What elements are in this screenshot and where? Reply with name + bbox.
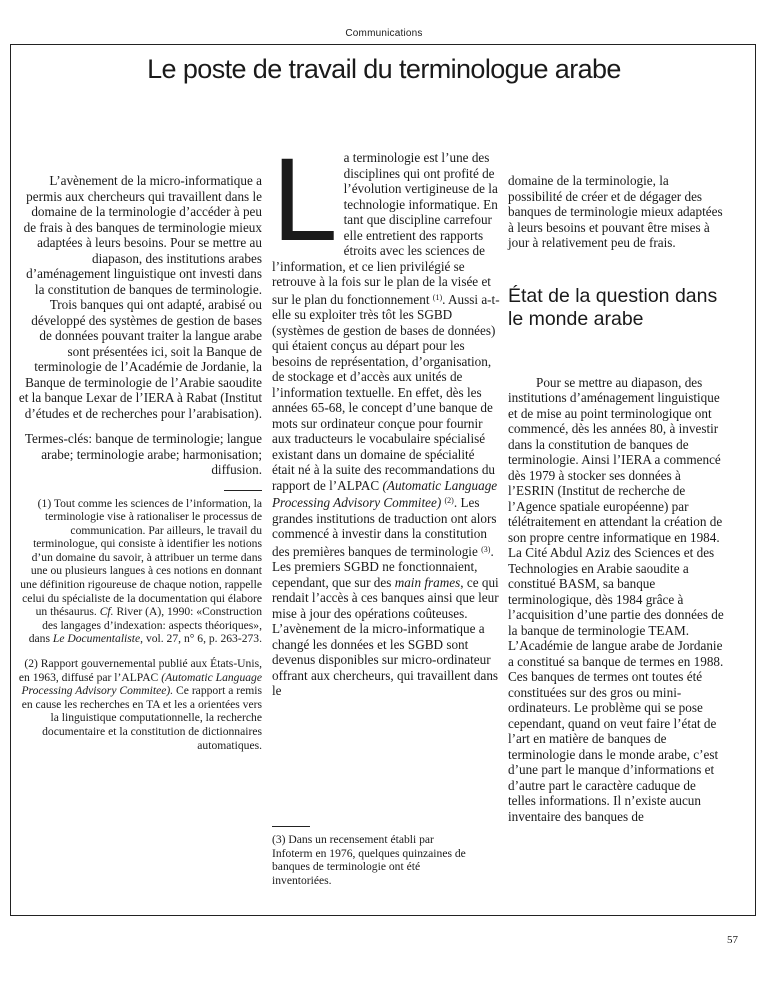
drop-cap: L [272,134,338,266]
intro-paragraph: a terminologie est l’une des disciplines qui ont profité de l’évolution vertigineuse de la technologie informatique. En tant que discipline carrefour elle entretient des rapports étroits avec les sciences de l’information, et ce lien privilégié se retrouve à la fois sur le plan de la visée et sur le plan du fonctionnement $^{(1)}$. Aussi a-t-elle su exploiter très tôt les SGBD (systèmes de gestion de bases de données) qui étaient conçus au départ pour les besoins de représentation, d’organisation, de stockage et d’accès aux unités de l’information textuelle. En effet, dès les années 65-68, le concept d’une banque de mots sur ordinateur conçue pour fournir aux traducteurs le vocabulaire spécialisé existant dans un domaine de spécialité était né à la suite des recommandations du rapport de l’ALPAC (Automatic Language Processing Advisory Commitee) $^{(2)}$. Les grandes institutions de traduction ont alors commencé à investir dans la constitution des premières banques de terminologie $^{(3)}$. Les premiers SGBD ne fonctionnaient, cependant, que sur des main frames, ce qui rendait l’accès à ces banques ainsi que leur mise à jour des opérations coûteuses. L’avènement de la micro-informatique a changé les données et les SGBD sont devenus disponibles sur micro-ordinateur offrant aux chercheurs, qui travaillent dans le [272,150,500,698]
section-heading: État de la question dans le monde arabe [508,284,718,330]
right-column [508,173,726,824]
footnote-3-block [272,826,472,898]
continuation-paragraph: domaine de la terminologie, la possibilité de créer et de dégager des banques de terminologie mieux adaptées à leurs besoins et pouvant être mises à jour à relativement peu de frais. [508,173,723,250]
footnote-divider-middle [272,826,310,827]
abstract: L’avènement de la micro-informatique a permis aux chercheurs qui travaillent dans le domaine de la terminologie d’accéder à peu de frais à des banques de terminologie mieux adaptées à leurs besoins. Pour se mettre au diapason, des institutions arabes d’aménagement linguistique ont investi dans la constitution de banques de terminologie. Trois banques qui ont adapté, arabisé ou développé des systèmes de gestion de bases de données pouvant traiter la langue arabe sont présentées ici, soit la Banque de terminologie de l’Académie de Jordanie, la Banque de terminologie de l’Arabie saoudite et la banque Lexar de l’IERA à Rabat (Institut d’études et de recherches pour l’arabisation). [18,173,262,421]
middle-column [272,134,500,699]
footnote-ref-2: (2) [444,496,454,505]
footnote-divider [224,490,262,491]
note-1: (1) Tout comme les sciences de l’information, la terminologie vise à rationaliser le processus de communication. Par ailleurs, le travail du terminologue, qui consiste à identifier les notions d’un domaine du savoir, à attribuer un terme dans une ou plusieurs langues à ces notions en donnant une définition rigoureuse de chaque notion, rappelle celui du spécialiste de la documentation qui élabore un thésaurus. Cf. River (A), 1990: «Construction des langages d’indexation: aspects théoriques», dans Le Documentaliste, vol. 27, n° 6, p. 263-273. [20,496,262,646]
left-column [18,173,262,763]
section-paragraph: Pour se mettre au diapason, des institutions d’aménagement linguistique et de mise au point terminologique ont commencé, dès les années 80, à investir dans la constitution de banques de terminologie. Ainsi l’IERA a commencé dès 1979 à stocker ses données à l’ESRIN (Institut de recherche de l’Agence spatiale européenne) par télétraitement en attendant la création de son propre centre informatique en 1984. La Cité Abdul Aziz des Sciences et des Technologies en Arabie saoudite a constitué BASM, sa banque terminologique, dès 1984 grâce à l’acquisition d’une partie des données de la banque de terminologie TEAM. L’Académie de langue arabe de Jordanie a constitué sa banque de termes en 1988. Ces banques de termes ont toutes été constituées sur des gros ou mini-ordinateurs. Le problème qui se pose cependant, quand on veut faire l’état de l’art en matière de banques de terminologie dans le monde arabe, c’est d’une part le manque d’informations et d’autre part le caractère caduque de telles informations. Il n’existe aucun inventaire des banques de [508,374,724,824]
footnote-3: (3) Dans un recensement établi par Infoterm en 1976, quelques quinzaines de banques de terminologie ont été inventoriées. [272,833,466,887]
note-2: (2) Rapport gouvernemental publié aux États-Unis, en 1963, diffusé par l’ALPAC (Automatic Language Processing Advisory Commitee). Ce rapport a remis en cause les recherches en TA et les a orientées vers la linguistique computationnelle, la recherche documentaire et la constitution de dictionnaires automatiques. [18,657,262,752]
page-number: 57 [727,934,738,946]
footnote-ref-1: (1) [432,292,443,302]
keywords: Termes-clés: banque de terminologie; langue arabe; terminologie arabe; harmonisation; diffusion. [24,431,262,477]
footnote-ref-3: (3) [481,544,491,554]
running-header: Communications [345,28,423,39]
article-title: Le poste de travail du terminologue arabe [147,54,621,84]
